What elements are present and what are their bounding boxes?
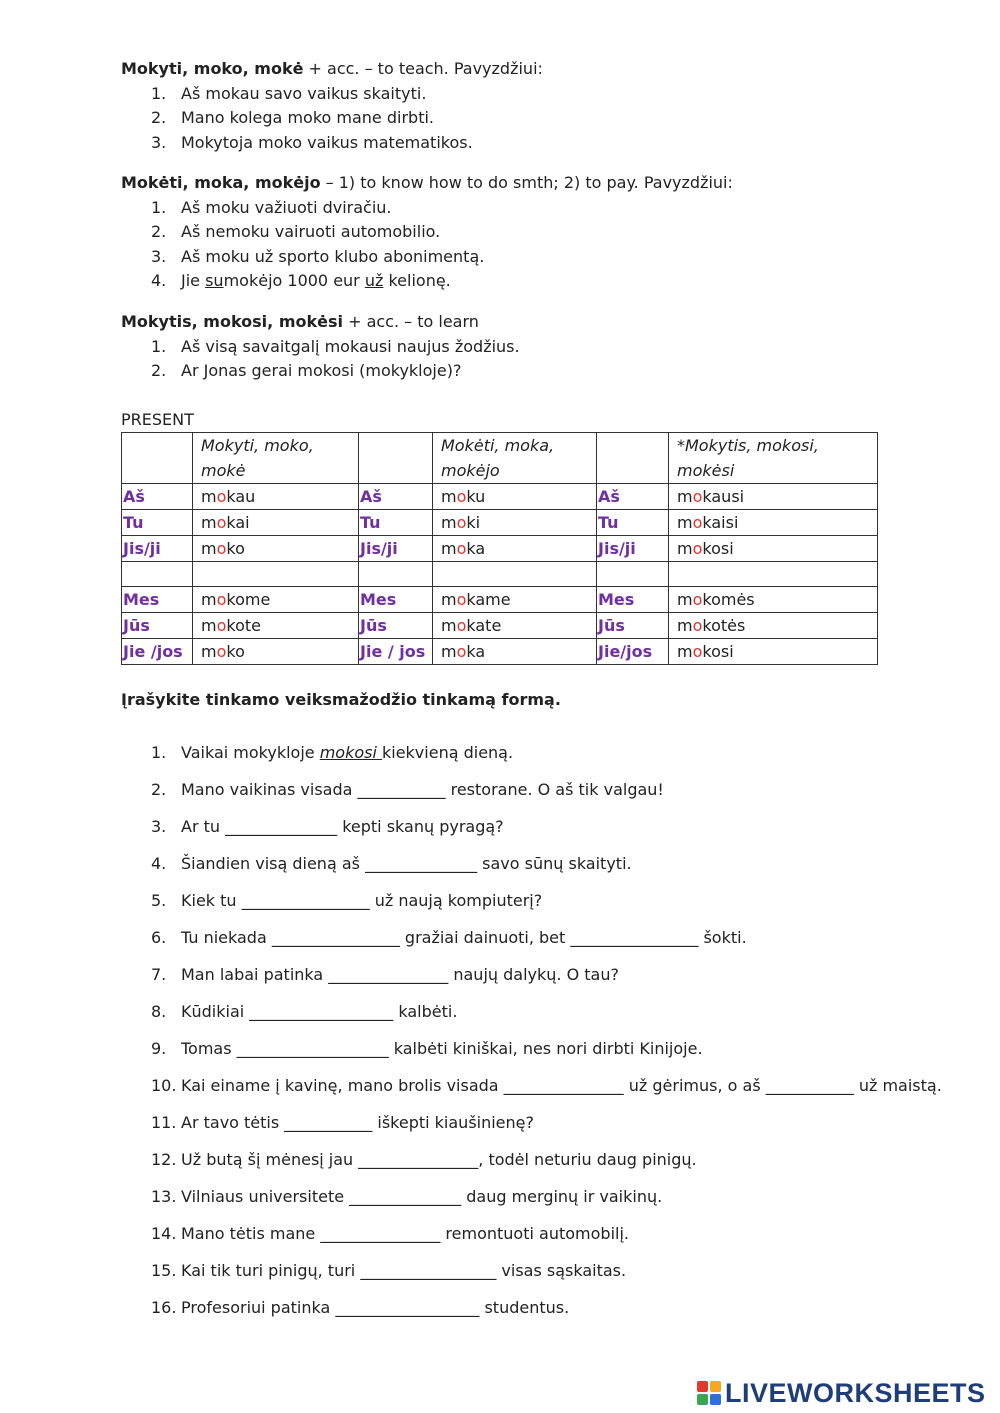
conjugation-table (121, 432, 878, 665)
exercise-item: 4. Šiandien visą dieną aš ______________ savo sūnų skaityti. (151, 854, 632, 873)
pronoun-cell: Jis/ji (122, 536, 193, 562)
table-cell (597, 433, 669, 484)
table-row (122, 639, 878, 665)
column-header: Mokėti, moka, mokėjo (433, 433, 597, 484)
pronoun-cell: Mes (359, 587, 433, 613)
verb-form-cell: mokai (193, 510, 359, 536)
example-answer: mokosi (319, 743, 382, 762)
exercise-item: 12. Už butą šį mėnesį jau _______________, todėl neturiu daug pinigų. (151, 1150, 697, 1169)
exercise-instruction: Įrašykite tinkamo veiksmažodžio tinkamą formą. (121, 690, 561, 709)
pronoun-cell: Jis/ji (597, 536, 669, 562)
section-heading: Mokėti, moka, mokėjo – 1) to know how to do smth; 2) to pay. Pavyzdžiui: (121, 173, 733, 192)
verb-form-cell: mokaisi (669, 510, 878, 536)
verb-form-cell: mokosi (669, 639, 878, 665)
pronoun-cell: Aš (359, 484, 433, 510)
verb-form-cell: moko (193, 639, 359, 665)
exercise-item: 13. Vilniaus universitete ______________ daug merginų ir vaikinų. (151, 1187, 663, 1206)
list-item: 1. Aš visą savaitgalį mokausi naujus žodžius. (151, 336, 520, 356)
table-row (122, 562, 878, 587)
list-item: 2. Ar Jonas gerai mokosi (mokykloje)? (151, 361, 462, 380)
table-row (122, 587, 878, 613)
pronoun-cell: Jie / jos (359, 639, 433, 665)
exercise-item: 11. Ar tavo tėtis ___________ iškepti kiaušinienę? (151, 1113, 534, 1132)
verb-form-cell: mokau (193, 484, 359, 510)
example-list (121, 82, 543, 156)
table-header-row (122, 433, 878, 484)
verb-form-cell: moka (433, 639, 597, 665)
exercise-item: 14. Mano tėtis mane _______________ remontuoti automobilį. (151, 1224, 629, 1243)
column-header: *Mokytis, mokosi, mokėsi (669, 433, 878, 484)
pronoun-cell (122, 562, 193, 587)
verb-form-cell: mokome (193, 587, 359, 613)
verb-form-cell: mokotės (669, 613, 878, 639)
pronoun-cell: Jūs (122, 613, 193, 639)
pronoun-cell: Jūs (597, 613, 669, 639)
exercise-item: 5. Kiek tu ________________ už naują kompiuterį? (151, 891, 543, 910)
verb-form-cell: mokosi (669, 536, 878, 562)
verb-form-cell (433, 562, 597, 587)
list-item: 1. Aš mokau savo vaikus skaityti. (151, 83, 427, 103)
verb-form-cell: moko (193, 536, 359, 562)
exercise-item: 16. Profesoriui patinka __________________ studentus. (151, 1298, 570, 1317)
pronoun-cell (359, 562, 433, 587)
pronoun-cell: Jie/jos (597, 639, 669, 665)
section-heading: Mokytis, mokosi, mokėsi + acc. – to learn (121, 312, 479, 331)
verb-form-cell: mokate (433, 613, 597, 639)
pronoun-cell: Tu (359, 510, 433, 536)
pronoun-cell: Jie /jos (122, 639, 193, 665)
pronoun-cell: Jūs (359, 613, 433, 639)
verb-form-cell: mokame (433, 587, 597, 613)
section-mokyti (121, 57, 543, 155)
list-item: 3. Mokytoja moko vaikus matematikos. (151, 132, 473, 152)
verb-form-cell: mokomės (669, 587, 878, 613)
pronoun-cell: Mes (122, 587, 193, 613)
example-list (121, 335, 520, 384)
list-item: 3. Aš moku už sporto klubo abonimentą. (151, 246, 485, 266)
table-cell (359, 433, 433, 484)
list-item: 4. Jie sumokėjo 1000 eur už kelionę. (151, 271, 451, 290)
exercise-item: 1. Vaikai mokykloje mokosi kiekvieną dieną. (151, 743, 514, 762)
pronoun-cell: Tu (597, 510, 669, 536)
exercise-item: 10. Kai einame į kavinę, mano brolis visada _______________ už gėrimus, o aš ___________ už maistą. (151, 1076, 942, 1095)
exercise-item: 8. Kūdikiai __________________ kalbėti. (151, 1002, 458, 1021)
exercise-item: 3. Ar tu ______________ kepti skanų pyragą? (151, 817, 504, 836)
exercise-item: 15. Kai tik turi pinigų, turi _________________ visas sąskaitas. (151, 1261, 627, 1280)
pronoun-cell: Mes (597, 587, 669, 613)
exercise-item: 2. Mano vaikinas visada ___________ restorane. O aš tik valgau! (151, 780, 664, 799)
table-body (122, 484, 878, 665)
logo-squares-icon (696, 1380, 722, 1406)
pronoun-cell (597, 562, 669, 587)
exercise-item: 7. Man labai patinka _______________ naujų dalykų. O tau? (151, 965, 619, 984)
verb-form-cell: mokote (193, 613, 359, 639)
example-list (121, 196, 733, 294)
exercise-item: 6. Tu niekada ________________ gražiai dainuoti, bet ________________ šokti. (151, 928, 747, 947)
list-item: 1. Aš moku važiuoti dviračiu. (151, 197, 392, 217)
list-item: 2. Mano kolega moko mane dirbti. (151, 108, 434, 127)
section-heading: Mokyti, moko, mokė + acc. – to teach. Pavyzdžiui: (121, 59, 543, 78)
column-header: Mokyti, moko, mokė (193, 433, 359, 484)
table-cell (122, 433, 193, 484)
pronoun-cell: Jis/ji (359, 536, 433, 562)
verb-form-cell: moka (433, 536, 597, 562)
table-row (122, 510, 878, 536)
pronoun-cell: Aš (597, 484, 669, 510)
pronoun-cell: Tu (122, 510, 193, 536)
verb-form-cell (669, 562, 878, 587)
verb-form-cell: mokausi (669, 484, 878, 510)
table-row (122, 536, 878, 562)
logo-text: LIVEWORKSHEETS (725, 1377, 986, 1408)
section-mokytis (121, 310, 520, 384)
present-label: PRESENT (121, 410, 194, 429)
liveworksheets-logo (696, 1378, 986, 1408)
list-item: 2. Aš nemoku vairuoti automobilio. (151, 222, 441, 241)
section-moketi (121, 171, 733, 294)
verb-form-cell (193, 562, 359, 587)
pronoun-cell: Aš (122, 484, 193, 510)
verb-form-cell: moku (433, 484, 597, 510)
table-row (122, 484, 878, 510)
exercise-list (121, 734, 954, 1326)
verb-form-cell: moki (433, 510, 597, 536)
table-row (122, 613, 878, 639)
exercise-item: 9. Tomas ___________________ kalbėti kiniškai, nes nori dirbti Kinijoje. (151, 1039, 703, 1058)
